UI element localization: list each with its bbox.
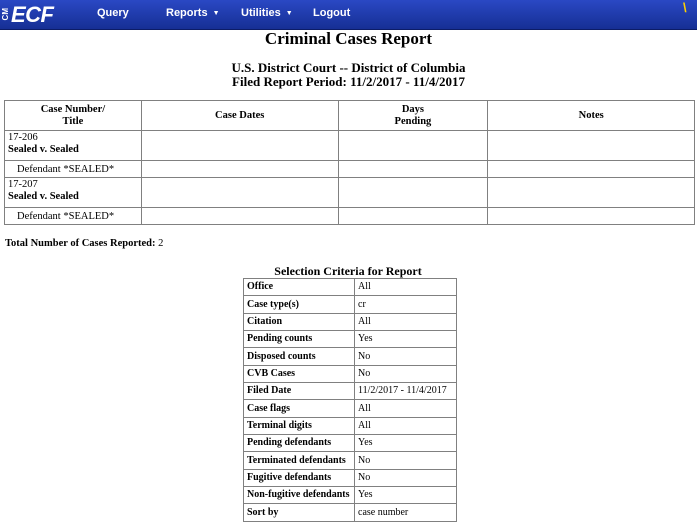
menu-query[interactable]: Query bbox=[97, 7, 129, 19]
criteria-row bbox=[244, 279, 457, 296]
criteria-title: Selection Criteria for Report bbox=[274, 264, 422, 278]
criteria-key: Fugitive defendants bbox=[244, 469, 355, 486]
criteria-value: All bbox=[355, 400, 457, 417]
criteria-value: No bbox=[355, 469, 457, 486]
total-cases bbox=[5, 238, 163, 249]
criteria-row bbox=[244, 296, 457, 313]
criteria-table bbox=[243, 278, 457, 522]
cmecf-logo[interactable] bbox=[2, 1, 54, 28]
criteria-value: cr bbox=[355, 296, 457, 313]
case-dates-cell bbox=[141, 208, 338, 225]
corner-flag-icon: \ bbox=[683, 0, 687, 15]
cases-header-row bbox=[5, 101, 695, 131]
col-header-days-line1: Days bbox=[401, 103, 424, 115]
case-dates-cell bbox=[141, 161, 338, 178]
criteria-key: Case flags bbox=[244, 400, 355, 417]
case-cell bbox=[5, 131, 142, 161]
report-title: Criminal Cases Report bbox=[264, 29, 433, 48]
criteria-row bbox=[244, 504, 457, 521]
criteria-value: 11/2/2017 - 11/4/2017 bbox=[355, 383, 457, 400]
criteria-key: Sort by bbox=[244, 504, 355, 521]
col-header-case-number bbox=[5, 101, 142, 131]
criteria-row bbox=[244, 469, 457, 486]
case-dates-cell bbox=[141, 131, 338, 161]
menu-reports[interactable] bbox=[166, 7, 220, 19]
days-pending-cell bbox=[338, 131, 488, 161]
criteria-row bbox=[244, 383, 457, 400]
days-pending-cell bbox=[338, 208, 488, 225]
logo-cm-text: CM bbox=[1, 8, 10, 21]
notes-cell bbox=[488, 161, 695, 178]
criteria-row bbox=[244, 435, 457, 452]
criteria-key: Pending defendants bbox=[244, 435, 355, 452]
criteria-row bbox=[244, 365, 457, 382]
menu-logout[interactable]: Logout bbox=[313, 7, 351, 19]
report-period: Filed Report Period: 11/2/2017 - 11/4/2017 bbox=[232, 74, 465, 89]
col-header-days-line2: Pending bbox=[394, 115, 432, 127]
defendant-cell: Defendant *SEALED* bbox=[5, 161, 142, 178]
criteria-row bbox=[244, 331, 457, 348]
case-cell bbox=[5, 178, 142, 208]
criteria-row bbox=[244, 348, 457, 365]
criteria-key: Non-fugitive defendants bbox=[244, 487, 355, 504]
criteria-key: Pending counts bbox=[244, 331, 355, 348]
col-header-case-dates: Case Dates bbox=[141, 101, 338, 131]
chevron-down-icon: ▼ bbox=[212, 10, 220, 17]
criteria-row bbox=[244, 452, 457, 469]
criteria-key: Filed Date bbox=[244, 383, 355, 400]
total-cases-label: Total Number of Cases Reported: bbox=[5, 238, 156, 249]
days-pending-cell bbox=[338, 178, 488, 208]
table-row bbox=[5, 131, 695, 161]
cases-table bbox=[4, 100, 695, 225]
col-header-days-pending bbox=[338, 101, 488, 131]
case-title: Sealed v. Sealed bbox=[8, 144, 79, 155]
menu-utilities[interactable] bbox=[241, 7, 293, 19]
table-row bbox=[5, 161, 695, 178]
table-row bbox=[5, 178, 695, 208]
criteria-key: Case type(s) bbox=[244, 296, 355, 313]
total-cases-value: 2 bbox=[158, 238, 164, 249]
criteria-value: Yes bbox=[355, 487, 457, 504]
case-number[interactable]: 17-206 bbox=[8, 132, 38, 143]
logo-ecf-text: ECF bbox=[11, 1, 54, 27]
criteria-row bbox=[244, 487, 457, 504]
criteria-key: Terminated defendants bbox=[244, 452, 355, 469]
case-title: Sealed v. Sealed bbox=[8, 191, 79, 202]
top-nav-bar bbox=[0, 0, 697, 30]
notes-cell bbox=[488, 208, 695, 225]
case-dates-cell bbox=[141, 178, 338, 208]
criteria-key: CVB Cases bbox=[244, 365, 355, 382]
col-header-case-number-line2: Title bbox=[62, 115, 84, 127]
menu-utilities-label: Utilities bbox=[241, 7, 281, 19]
col-header-notes: Notes bbox=[488, 101, 695, 131]
case-number[interactable]: 17-207 bbox=[8, 179, 38, 190]
criteria-row bbox=[244, 417, 457, 434]
criteria-value: No bbox=[355, 452, 457, 469]
table-row bbox=[5, 208, 695, 225]
menu-reports-label: Reports bbox=[166, 7, 208, 19]
criteria-value: All bbox=[355, 279, 457, 296]
criteria-value: No bbox=[355, 365, 457, 382]
criteria-row bbox=[244, 313, 457, 330]
criteria-value: Yes bbox=[355, 331, 457, 348]
criteria-row bbox=[244, 400, 457, 417]
col-header-case-number-line1: Case Number/ bbox=[40, 103, 106, 115]
criteria-key: Citation bbox=[244, 313, 355, 330]
days-pending-cell bbox=[338, 161, 488, 178]
notes-cell bbox=[488, 131, 695, 161]
criteria-key: Disposed counts bbox=[244, 348, 355, 365]
criteria-key: Terminal digits bbox=[244, 417, 355, 434]
defendant-cell: Defendant *SEALED* bbox=[5, 208, 142, 225]
criteria-value: All bbox=[355, 417, 457, 434]
criteria-value: case number bbox=[355, 504, 457, 521]
chevron-down-icon: ▼ bbox=[285, 10, 293, 17]
criteria-value: Yes bbox=[355, 435, 457, 452]
criteria-key: Office bbox=[244, 279, 355, 296]
court-name: U.S. District Court -- District of Columbia bbox=[231, 60, 466, 75]
criteria-value: All bbox=[355, 313, 457, 330]
criteria-value: No bbox=[355, 348, 457, 365]
notes-cell bbox=[488, 178, 695, 208]
